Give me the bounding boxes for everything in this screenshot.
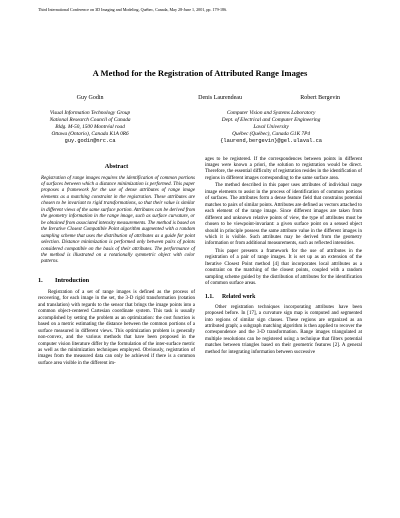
two-column-body [38, 157, 362, 368]
author-name-bergevin: Robert Bergevin [300, 95, 340, 101]
affiliation-line: Computer Vision and Systems Laboratory [226, 110, 316, 116]
affiliation-line: National Research Council of Canada [49, 116, 131, 123]
section-number: 1. [38, 276, 43, 284]
author-left [38, 94, 142, 145]
affiliation-line: Québec (Québec), Canada G1K 7P4 [232, 130, 310, 137]
section-title: Introduction [55, 276, 90, 284]
author-block [38, 94, 362, 145]
author-names-laval [180, 94, 362, 102]
paper-title: A Method for the Registration of Attributed Range Images [92, 68, 308, 78]
subsection-heading-related-work [205, 293, 362, 301]
running-head: Third International Conference on 3D Imaging and Modeling, Québec, Canada, May 28-June 1, 2001, pp. 179-186. [38, 7, 228, 12]
body-paragraph: ages to be registered. If the correspondences between points in different images were known a priori, the solution to registration would be direct. Therefore, the essential difficulty of registration resides in the identification of regions in different images corresponding to the same surface area. [205, 156, 362, 181]
body-paragraph: This paper presents a framework for the use of attributes in the registration of a pair of range images. It is set up as an extension of the Iterative Closest Point method [4] that incorporates local attributes as a constraint on the matching of the closest points, coupled with a random sampling scheme guided by the distribution of attributes for the identification of common surface areas. [205, 248, 362, 287]
section-heading-introduction [38, 277, 195, 285]
subsection-title: Related work [222, 293, 256, 300]
related-work-paragraph: Other registration techniques incorporating attributes have been proposed before. In [17], a curvature sign map is computed and segmented into regions of similar sign classes. These regions are organized as an attributed graph; a subgraph matching algorithm is then applied to recover the correspondence and the 3-D transformation. Range images triangulated at multiple resolutions can be registered using a technique that filters potential matches between triangles based on their geometric features [2]. A general method for integrating information between successive [205, 304, 362, 355]
body-paragraph: The method described in this paper uses attributes of individual range image elements to assist in the process of identification of common portions of surfaces. The attributes form a dense feature field that constrains potential matches to pairs of similar points. Attributes are defined as vectors attached to each element of the range image. Since different images are taken from different and unknown relative points of view, the type of attributes must be chosen to be viewpoint-invariant: a given surface point on a sensed object should in principle possess the same attribute value in the different images in which it is visible. Such attributes may be derived from the geometry information or from additional measurements, such as reflected intensities. [205, 183, 362, 247]
affiliation-nrc [38, 110, 142, 145]
right-column [205, 157, 362, 368]
author-email-laval: {laurend,bergevin}@gel.ulaval.ca [220, 137, 322, 144]
abstract-heading: Abstract [104, 162, 129, 170]
left-column [38, 157, 195, 368]
introduction-paragraph: Registration of a set of range images is defined as the process of recovering, for each image in the set, the 3-D rigid transformation (rotation and translation) with regards to the sensor that brings the image points into a common object-centered Cartesian coordinate system. This task is usually accomplished by setting the problem as an optimization: the cost function is based on a metric estimating the distance between the common portions of a surface measured in different views. This optimization problem is generally non-convex, and the various methods that have been proposed in the computer vision literature differ by the formulation of the inter-surface metric as well as the minimization techniques employed. Obviously, registration of images from the measured data can only be achieved if there is a common surface area visible in the different im- [38, 289, 195, 366]
abstract-text: Registration of range images requires the identification of common portions of surfaces between which a distance minimization is performed. This paper proposes a framework for the use of dense attributes of range image elements as a matching constraint in the registration. These attributes are chosen to be invariant to rigid transformations, so that their value is similar in different views of the same surface portion. Attributes can be derived from the geometry information in the range image, such as surface curvature, or be obtained from associated intensity measurements. The method is based on the Iterative Closest Compatible Point algorithm augmented with a random sampling scheme that uses the distribution of attributes as a guide for point selection. Distance minimization is performed only between pairs of points considered compatible on the basis of their attributes. The performance of the method is illustrated on a rotationally symmetric object with color patterns. [41, 175, 195, 265]
author-email-godin: guy.godin@nrc.ca [64, 137, 116, 144]
subsection-number: 1.1. [205, 293, 214, 300]
author-right [180, 94, 362, 145]
affiliation-line: Bldg. M-50, 1500 Montréal road [55, 123, 125, 130]
author-name-godin: Guy Godin [76, 95, 104, 101]
affiliation-line: Visual Information Technology Group [49, 110, 131, 116]
affiliation-line: Dept. of Electrical and Computer Engineering [221, 116, 321, 123]
affiliation-laval [180, 110, 362, 145]
affiliation-line: Ottawa (Ontario), Canada K1A 0R6 [51, 130, 129, 137]
author-name-laurendeau: Denis Laurendeau [198, 95, 242, 101]
affiliation-line: Laval University [253, 123, 289, 130]
